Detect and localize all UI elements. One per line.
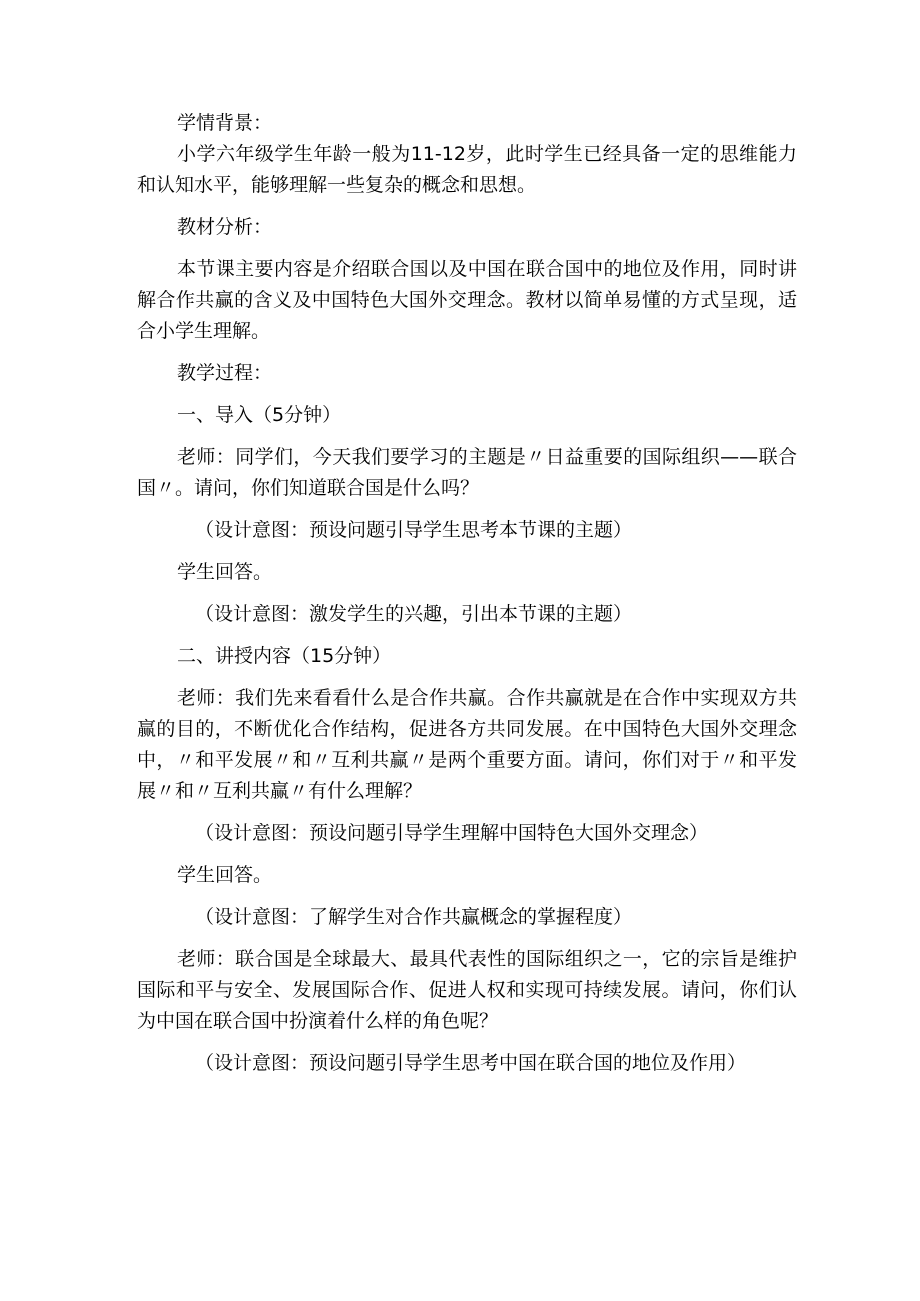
paragraph-teacher-cooperation: 老师：我们先来看看什么是合作共赢。合作共赢就是在合作中实现双方共赢的目的，不断优化合作结构，促进各方共同发展。在中国特色大国外交理念中，〃和平发展〃和〃互利共赢〃是两个重要方面。请问，你们对于〃和平发展〃和〃互利共赢〃有什么理解？ xyxy=(137,687,797,802)
heading-teaching-process: 教学过程： xyxy=(177,362,273,384)
section-introduction: 一、导入（5分钟） xyxy=(177,404,342,426)
note-design-intent: （设计意图：预设问题引导学生理解中国特色大国外交理念） xyxy=(195,822,709,844)
heading-textbook-analysis: 教材分析： xyxy=(177,216,273,238)
paragraph-textbook-analysis: 本节课主要内容是介绍联合国以及中国在联合国中的地位及作用，同时讲解合作共赢的含义及中国特色大国外交理念。教材以简单易懂的方式呈现，适合小学生理解。 xyxy=(137,258,797,342)
heading-student-background: 学情背景： xyxy=(177,112,273,134)
note-design-intent: （设计意图：了解学生对合作共赢概念的掌握程度） xyxy=(195,906,633,928)
paragraph-teacher-un: 老师：联合国是全球最大、最具代表性的国际组织之一，它的宗旨是维护国际和平与安全、发展国际合作、促进人权和实现可持续发展。请问，你们认为中国在联合国中扮演着什么样的角色呢？ xyxy=(137,948,797,1032)
paragraph-student-answer: 学生回答。 xyxy=(177,561,273,583)
paragraph-teacher-intro: 老师：同学们，今天我们要学习的主题是〃日益重要的国际组织——联合国〃。请问，你们知道联合国是什么吗？ xyxy=(137,446,797,499)
section-lecture: 二、讲授内容（15分钟） xyxy=(177,645,392,667)
note-design-intent: （设计意图：预设问题引导学生思考中国在联合国的地位及作用） xyxy=(195,1052,747,1074)
note-design-intent: （设计意图：激发学生的兴趣，引出本节课的主题） xyxy=(195,603,633,625)
document-body xyxy=(137,108,797,1079)
paragraph-student-answer: 学生回答。 xyxy=(177,864,273,886)
note-design-intent: （设计意图：预设问题引导学生思考本节课的主题） xyxy=(195,519,633,541)
paragraph-student-background: 小学六年级学生年龄一般为11-12岁，此时学生已经具备一定的思维能力和认知水平，能够理解一些复杂的概念和思想。 xyxy=(137,143,797,196)
